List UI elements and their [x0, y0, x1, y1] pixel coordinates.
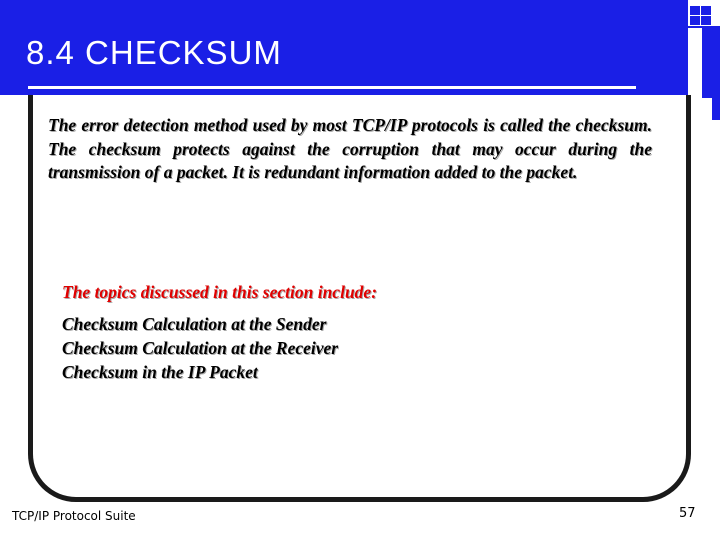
title-underline: [28, 86, 636, 89]
intro-paragraph: The error detection method used by most TCP/IP protocols is called the checksum. The checksum protects against the corruption that may occur during the transmission of a packet. It is redundant information added to the packet.: [48, 115, 652, 182]
topic-list: [62, 312, 338, 384]
corner-decoration: [688, 0, 720, 120]
page-number: 57: [679, 506, 696, 521]
slide-title: 8.4 CHECKSUM: [26, 34, 282, 71]
topic-item-receiver: Checksum Calculation at the Receiver: [62, 338, 339, 358]
topic-item-ip-packet: Checksum in the IP Packet: [62, 362, 258, 382]
topics-heading: The topics discussed in this section include:: [62, 282, 378, 302]
footer-label: TCP/IP Protocol Suite: [12, 509, 136, 523]
topic-item-sender: Checksum Calculation at the Sender: [62, 314, 327, 334]
